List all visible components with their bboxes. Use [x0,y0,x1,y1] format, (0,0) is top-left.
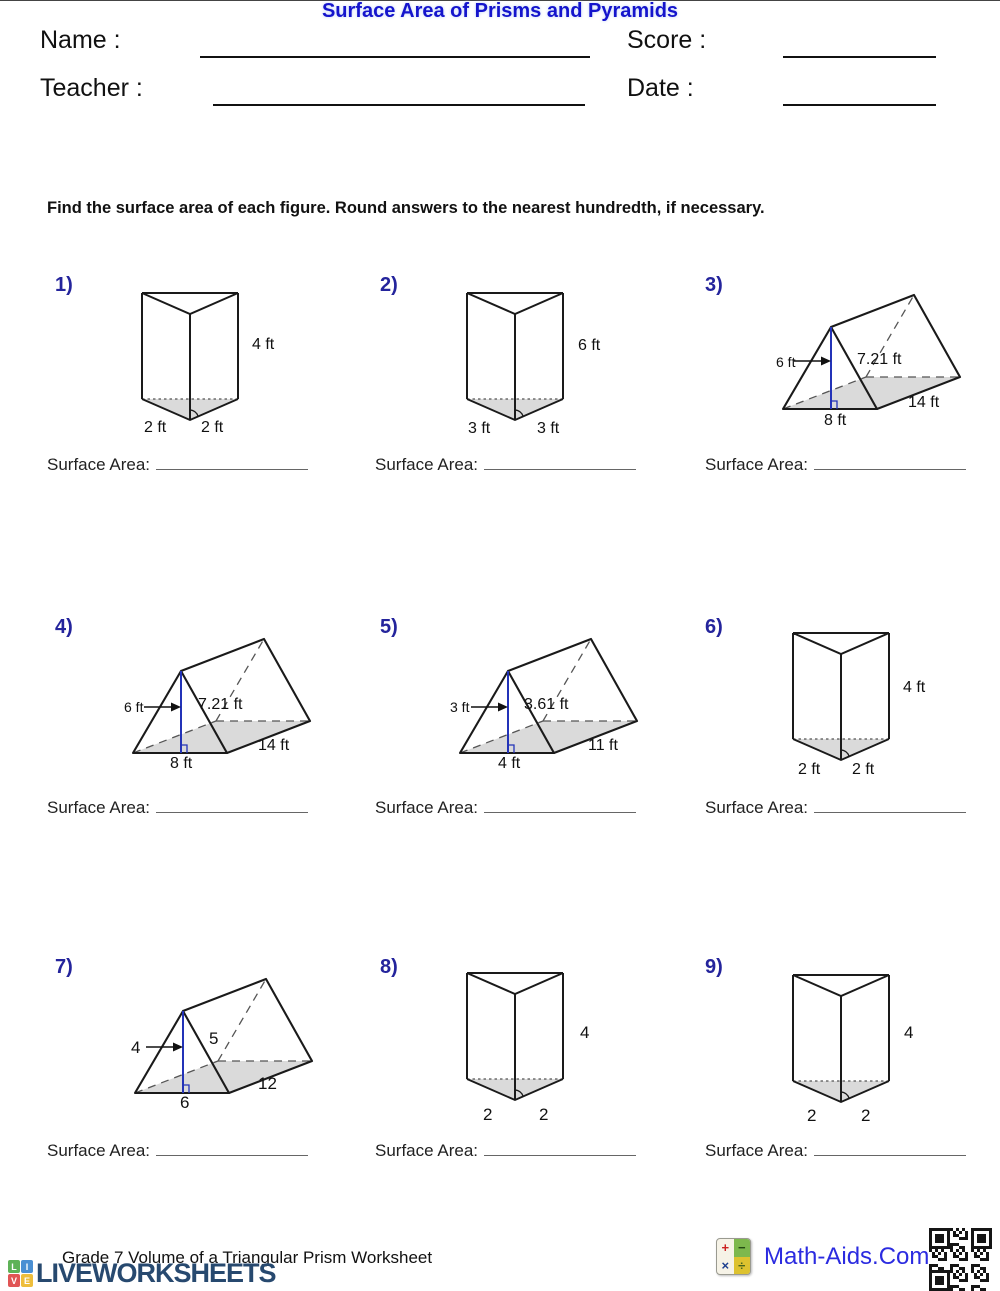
height-label: 4 ft [903,679,926,696]
height-label: 4 [904,1023,914,1042]
slant-label: 3.61 ft [524,696,569,713]
page-title: Surface Area of Prisms and Pyramids [321,0,679,22]
score-blank[interactable] [783,30,936,58]
slant-label: 7.21 ft [857,351,902,368]
problem-number: 5) [380,616,398,638]
minus-icon: − [734,1239,751,1257]
teacher-label: Teacher : [40,74,143,102]
problem-number: 8) [380,956,398,978]
surface-area-label: Surface Area: [375,455,479,474]
height-label: 4 [580,1023,590,1042]
base-label: 8 ft [824,412,847,429]
worksheet-footer-title: Grade 7 Volume of a Triangular Prism Worksheet [62,1248,433,1267]
problem-number: 4) [55,616,73,638]
answer-blank[interactable] [484,1141,636,1156]
surface-area-label: Surface Area: [705,455,809,474]
tri-height-label: 3 ft [450,699,470,715]
length-label: 12 [258,1074,277,1093]
triangular-prism-figure [455,963,575,1118]
divide-icon: ÷ [734,1257,751,1275]
answer-blank[interactable] [156,1141,308,1156]
base-right-label: 2 [861,1106,871,1125]
answer-blank[interactable] [156,798,308,813]
length-label: 14 ft [908,394,940,411]
instructions-text: Find the surface area of each figure. Round answers to the nearest hundredth, if necessary. [47,199,765,217]
length-label: 14 ft [258,737,290,754]
problem-number: 1) [55,274,73,296]
triangular-prism-figure [130,283,250,438]
triangular-prism-figure [781,623,901,778]
base-left-label: 2 [807,1106,817,1125]
slant-label: 5 [209,1029,219,1048]
grid-letter: E [21,1274,33,1287]
qr-code [929,1228,992,1291]
grid-letter: L [8,1260,20,1273]
base-left-label: 3 ft [468,420,491,437]
score-label: Score : [627,26,707,54]
tri-height-label: 6 ft [124,699,144,715]
liveworksheets-wordmark: LIVEWORKSHEETS [36,1258,276,1288]
date-blank[interactable] [783,78,936,106]
base-label: 8 ft [170,755,193,772]
plus-icon: + [721,1240,730,1256]
teacher-blank[interactable] [213,78,585,106]
grid-letter: V [8,1274,20,1287]
triangular-prism-figure [455,283,575,438]
surface-area-label: Surface Area: [47,1141,151,1160]
triangular-prism-figure [781,965,901,1120]
answer-blank[interactable] [814,1141,966,1156]
base-left-label: 2 ft [144,419,167,436]
name-blank[interactable] [200,30,590,58]
surface-area-label: Surface Area: [375,1141,479,1160]
base-right-label: 3 ft [537,420,560,437]
liveworksheets-grid-icon [8,1260,33,1287]
answer-blank[interactable] [484,455,636,470]
math-aids-calculator-icon [716,1238,751,1275]
surface-area-label: Surface Area: [47,798,151,817]
problem-number: 2) [380,274,398,296]
base-right-label: 2 ft [201,419,224,436]
base-label: 4 ft [498,755,521,772]
problem-number: 7) [55,956,73,978]
base-left-label: 2 [483,1105,493,1124]
triangular-prism-figure [122,965,334,1110]
grid-letter: I [21,1260,33,1273]
answer-blank[interactable] [156,455,308,470]
base-right-label: 2 ft [852,761,875,778]
tri-height-label: 4 [131,1038,141,1057]
liveworksheets-logo [8,1260,276,1287]
times-icon: × [721,1257,730,1273]
answer-blank[interactable] [814,455,966,470]
answer-blank[interactable] [814,798,966,813]
math-aids-label: Math-Aids.Com [764,1242,930,1270]
surface-area-label: Surface Area: [705,798,809,817]
problem-number: 6) [705,616,723,638]
problem-number: 9) [705,956,723,978]
answer-blank[interactable] [484,798,636,813]
name-label: Name : [40,26,121,54]
base-right-label: 2 [539,1105,549,1124]
base-label: 6 [180,1093,190,1112]
length-label: 11 ft [588,737,618,754]
height-label: 4 ft [252,336,275,353]
math-aids-logo [716,1238,929,1275]
problem-number: 3) [705,274,723,296]
surface-area-label: Surface Area: [375,798,479,817]
height-label: 6 ft [578,337,601,354]
surface-area-label: Surface Area: [47,455,151,474]
surface-area-label: Surface Area: [705,1141,809,1160]
slant-label: 7.21 ft [198,696,243,713]
tri-height-label: 6 ft [776,354,796,370]
date-label: Date : [627,74,694,102]
base-left-label: 2 ft [798,761,821,778]
